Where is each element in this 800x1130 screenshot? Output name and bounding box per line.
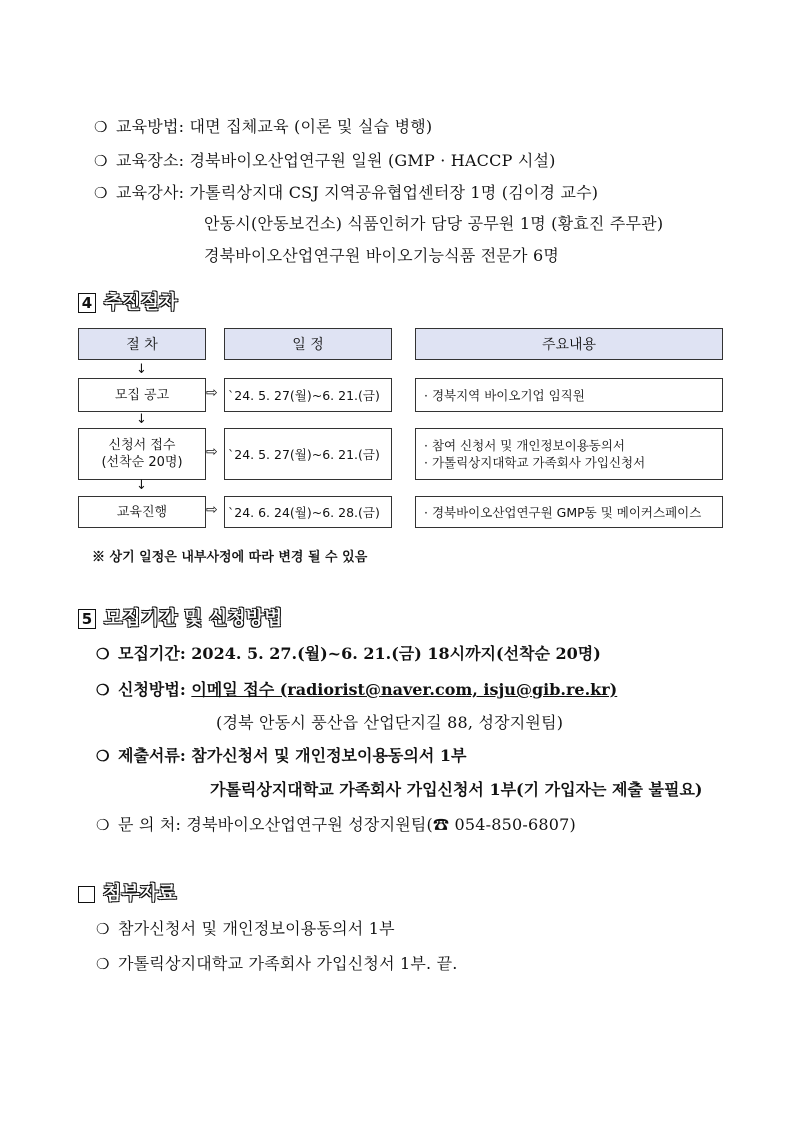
attachment-item-2 bbox=[96, 951, 458, 974]
attachment-item-text: 참가신청서 및 개인정보이용동의서 1부 bbox=[118, 919, 395, 938]
arrow-down-icon: ↓ bbox=[136, 362, 147, 377]
date-row-2: `24. 5. 27(월)~6. 21.(금) bbox=[224, 428, 392, 480]
bullet-icon: ❍ bbox=[94, 118, 108, 136]
content-line: · 경북지역 바이오기업 임직원 bbox=[424, 387, 585, 403]
edu-location: 교육장소: 경북바이오산업연구원 일원 (GMP · HACCP 시설) bbox=[116, 151, 556, 170]
bullet-icon: ❍ bbox=[96, 645, 110, 663]
edu-method: 교육방법: 대면 집체교육 (이론 및 실습 병행) bbox=[116, 117, 433, 136]
date-row-1: `24. 5. 27(월)~6. 21.(금) bbox=[224, 378, 392, 412]
schedule-note: ※ 상기 일정은 내부사정에 따라 변경 될 수 있음 bbox=[92, 550, 368, 565]
arrow-right-icon: ⇨ bbox=[206, 502, 218, 518]
submit-docs-1: 제출서류: 참가신청서 및 개인정보이용동의서 1부 bbox=[118, 746, 467, 765]
content-line: · 참여 신청서 및 개인정보이용동의서 bbox=[424, 438, 625, 453]
section4-number: 4 bbox=[78, 293, 96, 313]
content-row-1 bbox=[415, 378, 723, 412]
edu-instructor-line bbox=[94, 180, 598, 203]
section4-heading bbox=[78, 287, 177, 314]
contact-line bbox=[96, 812, 576, 835]
section5-title: 모집기간 및 신청방법 bbox=[104, 607, 283, 629]
bullet-icon: ❍ bbox=[94, 184, 108, 202]
edu-method-line bbox=[94, 114, 432, 137]
step-row-1 bbox=[78, 378, 206, 412]
bullet-icon: ❍ bbox=[96, 920, 110, 938]
bullet-icon: ❍ bbox=[96, 747, 110, 765]
recruit-period-line bbox=[96, 641, 601, 664]
step-label: 신청서 접수 bbox=[108, 438, 176, 453]
apply-address: (경북 안동시 풍산읍 산업단지길 88, 성장지원팀) bbox=[216, 713, 564, 732]
bullet-icon: ❍ bbox=[96, 681, 110, 699]
header-schedule: 일 정 bbox=[224, 328, 392, 360]
edu-instructor-label: 교육강사: bbox=[116, 183, 185, 202]
header-step: 절 차 bbox=[78, 328, 206, 360]
recruit-period: 모집기간: 2024. 5. 27.(월)~6. 21.(금) 18시까지(선착순 20명) bbox=[118, 644, 601, 663]
arrow-right-icon: ⇨ bbox=[206, 444, 218, 460]
content-row-2 bbox=[415, 428, 723, 480]
date-row-3: `24. 6. 24(월)~6. 28.(금) bbox=[224, 496, 392, 528]
apply-method-line bbox=[96, 677, 617, 700]
apply-email-link[interactable]: 이메일 접수 (radiorist@naver.com, isju@gib.re.kr) bbox=[191, 680, 618, 699]
header-content: 주요내용 bbox=[415, 328, 723, 360]
apply-label: 신청방법: bbox=[118, 680, 192, 699]
step-label: 교육진행 bbox=[116, 504, 168, 520]
bullet-icon: ❍ bbox=[96, 816, 110, 834]
submit-docs-line bbox=[96, 743, 466, 766]
content-line: · 가톨릭상지대학교 가족회사 가입신청서 bbox=[424, 455, 646, 470]
contact-info: 문 의 처: 경북바이오산업연구원 성장지원팀(☎ 054-850-6807) bbox=[118, 815, 576, 834]
edu-instructor-2: 안동시(안동보건소) 식품인허가 담당 공무원 1명 (황효진 주무관) bbox=[204, 214, 664, 233]
content-line: · 경북바이오산업연구원 GMP동 및 메이커스페이스 bbox=[424, 504, 702, 520]
attachments-title: 첨부자료 bbox=[103, 882, 177, 904]
submit-docs-2: 가톨릭상지대학교 가족회사 가입신청서 1부(기 가입자는 제출 불필요) bbox=[210, 780, 703, 799]
attachment-item-1 bbox=[96, 916, 395, 939]
bullet-icon: ❍ bbox=[94, 152, 108, 170]
attachments-heading bbox=[78, 878, 176, 905]
content-row-3 bbox=[415, 496, 723, 528]
step-sublabel: (선착순 20명) bbox=[101, 455, 183, 470]
step-label: 모집 공고 bbox=[114, 387, 170, 403]
bullet-icon: ❍ bbox=[96, 955, 110, 973]
edu-instructor-1: 가톨릭상지대 CSJ 지역공유협업센터장 1명 (김이경 교수) bbox=[189, 183, 599, 202]
arrow-down-icon: ↓ bbox=[136, 478, 147, 493]
arrow-down-icon: ↓ bbox=[136, 412, 147, 427]
section5-number: 5 bbox=[78, 609, 96, 629]
section5-heading bbox=[78, 603, 282, 630]
square-icon bbox=[78, 886, 95, 903]
edu-instructor-3: 경북바이오산업연구원 바이오기능식품 전문가 6명 bbox=[204, 246, 560, 265]
section4-title: 추진절차 bbox=[104, 291, 178, 313]
attachment-item-text: 가톨릭상지대학교 가족회사 가입신청서 1부. 끝. bbox=[118, 954, 458, 973]
arrow-right-icon: ⇨ bbox=[206, 385, 218, 401]
edu-location-line bbox=[94, 148, 556, 171]
step-row-3 bbox=[78, 496, 206, 528]
step-row-2 bbox=[78, 428, 206, 480]
